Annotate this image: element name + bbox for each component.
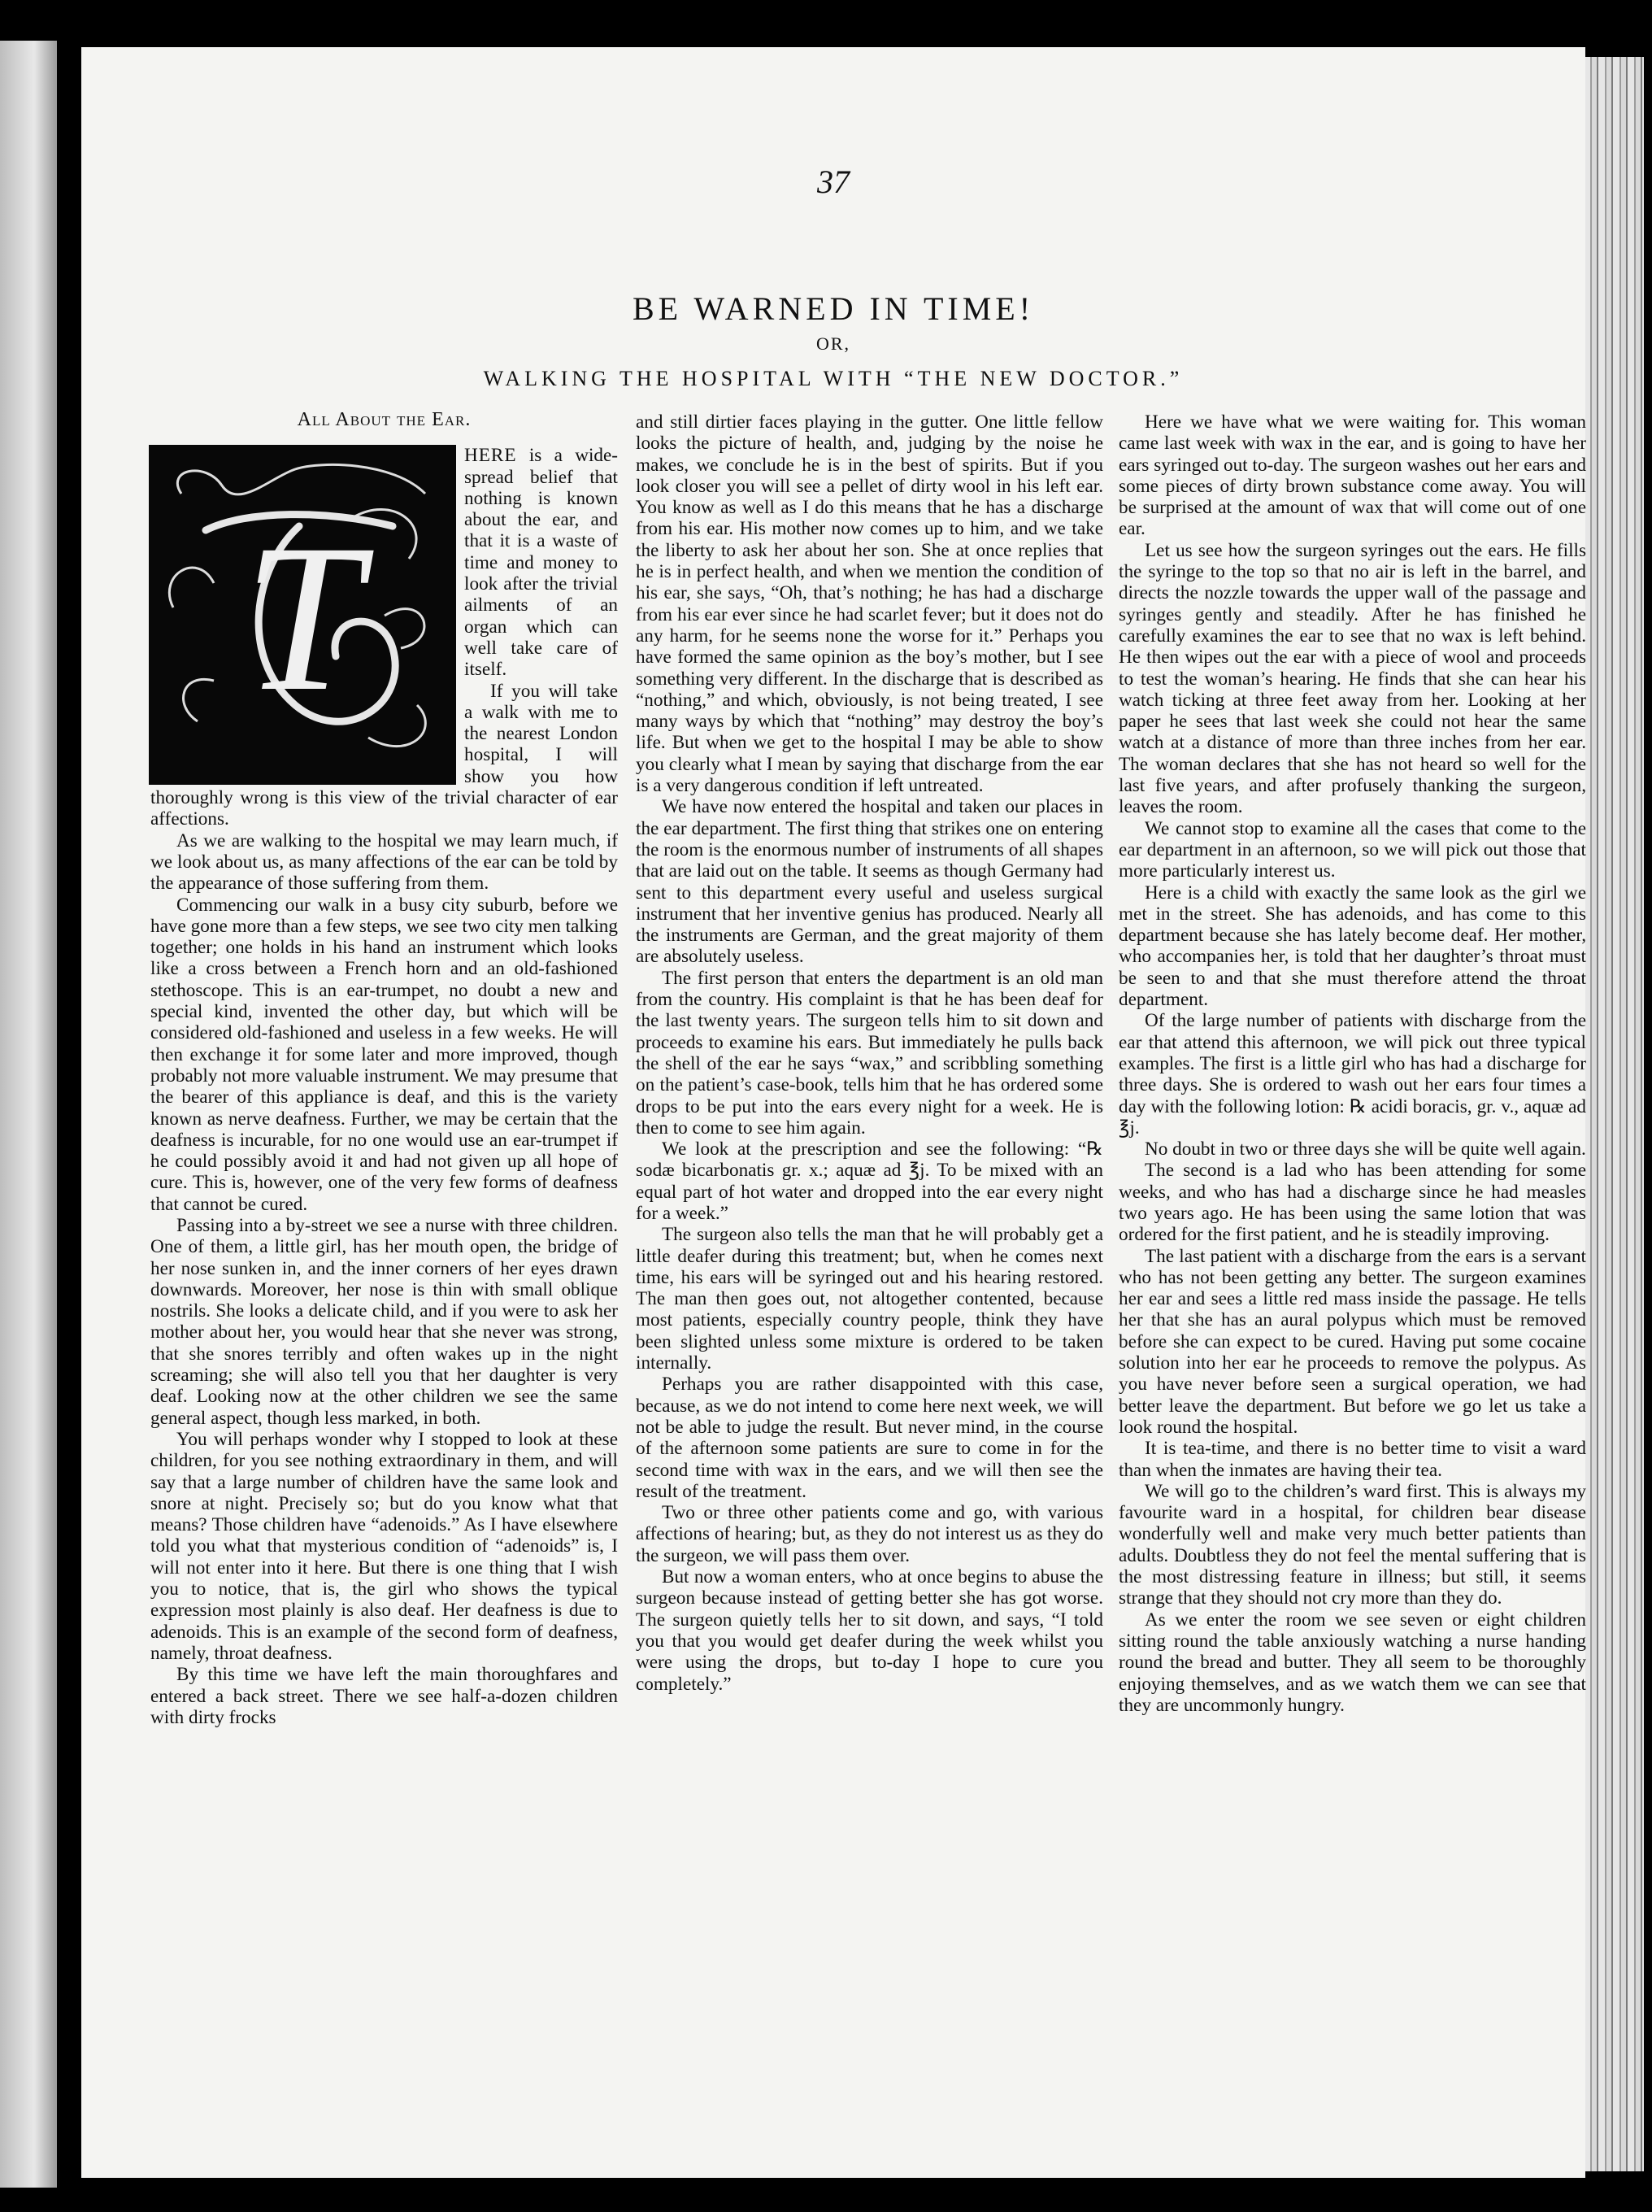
- text-column-3: [1119, 411, 1586, 1716]
- paragraph-3-3: We cannot stop to examine all the cases that come to the ear department in an afternoon, so we will pick out those that more particularly interest us.: [1119, 817, 1586, 882]
- paragraph-1-1-text: is a wide-spread belief that nothing is known about the ear, and that it is a waste of time and money to look after the trivial ailments of an organ which can well take care of itself.: [464, 445, 618, 681]
- paragraph-3-5: Of the large number of patients with discharge from the ear that attend this afternoon, we will pick out three typical examples. The first is a little girl who has had a discharge for three days. She is ordered to wash out her ears four times a day with the following lotion: ℞ acidi boracis, gr. v., aquæ ad ℥j.: [1119, 1010, 1586, 1139]
- paragraph-2-5: The surgeon also tells the man that he will probably get a little deafer during this treatment; but, when he comes next time, his ears will be syringed out and his hearing restored. The man then goes out, not altogether contented, because most patients, especially country people, think they have been slighted unless some mixture is ordered to be taken internally.: [636, 1224, 1103, 1374]
- paragraph-2-8: But now a woman enters, who at once begins to abuse the surgeon because instead of getting better she has got worse. The surgeon quietly tells her to sit down, and says, “I told you that you would get deafer during the week whilst you were using the drops, but to-day I hope to cure you completely.”: [636, 1566, 1103, 1695]
- paragraph-1-6: You will perhaps wonder why I stopped to look at these children, for you see nothing extraordinary in them, and will say that a large number of children have the same look and snore at night. Precisely so; but do you know what that means? Those children have “adenoids.” As I have elsewhere told you what that mysterious condition of “adenoids” is, I will not enter into it here. But there is one thing that I wish you to notice, that is, the girl who shows the typical expression most plainly is also deaf. Her deafness is due to adenoids. This is an example of the second form of deafness, namely, throat deafness.: [150, 1428, 618, 1664]
- paragraph-2-3: The first person that enters the department is an old man from the country. His complaint is that he has been deaf for the last twenty years. The surgeon tells him to sit down and proceeds to examine his ears. But immediately he pulls back the shell of the ear he says “wax,” and scribbling something on the patient’s case-book, tells him that he has ordered some drops to be put into the ears every night for a week. He is then to come to see him again.: [636, 967, 1103, 1139]
- paragraph-1-3: As we are walking to the hospital we may learn much, if we look about us, as many affections of the ear can be told by the appearance of those suffering from them.: [150, 830, 618, 895]
- paragraph-3-2: Let us see how the surgeon syringes out the ears. He fills the syringe to the top so that no air is left in the barrel, and directs the nozzle towards the upper wall of the passage and syringes gently and steadily. After he has finished he carefully examines the ear to see that no wax is left behind. He then wipes out the ear with a piece of wool and proceeds to test the woman’s hearing. He finds that she can hear his watch ticking at three feet away from her. Looking at her paper he sees that last week she could not hear the same watch at a distance of more than three inches from her ear. The woman declares that she has not heard so well for the last five years, and after profusely thanking the surgeon, leaves the room.: [1119, 539, 1586, 818]
- ornament-flourish-icon: [149, 445, 456, 785]
- magazine-page: [81, 47, 1585, 2178]
- paragraph-2-2: We have now entered the hospital and taken our places in the ear department. The first thing that strikes one on entering the room is the enormous number of instruments of all shapes that are laid out on the table. It seems as though Germany had sent to this department every useful and useless surgical instrument that her inventive genius has produced. Nearly all the instruments are German, and the great majority of them are absolutely useless.: [636, 796, 1103, 968]
- paragraph-1-5: Passing into a by-street we see a nurse with three children. One of them, a little girl, has her mouth open, the bridge of her nose sunken in, and the inner corners of her eyes drawn downwards. Moreover, her nose is thin with small oblique nostrils. She looks a delicate child, and if you were to ask her mother about her, you would hear that she never was strong, that she snores terribly and often wakes up in the night screaming; she will also tell you that her daughter is very deaf. Looking now at the other children we see the same general aspect, though less marked, in both.: [150, 1214, 618, 1429]
- paragraph-2-4: We look at the prescription and see the following: “℞ sodæ bicarbonatis gr. x.; aquæ ad ℥j. To be mixed with an equal part of hot water and dropped into the ear every night for a week.”: [636, 1139, 1103, 1224]
- paragraph-1-7: By this time we have left the main thoroughfares and entered a back street. There we see half-a-dozen children with dirty frocks: [150, 1664, 618, 1728]
- article-subtitle: WALKING THE HOSPITAL WITH “THE NEW DOCTOR.”: [483, 367, 1184, 390]
- book-page-edge-left: [0, 41, 57, 2188]
- paragraph-1-4: Commencing our walk in a busy city suburb, before we have gone more than a few steps, we see two city men talking together; one holds in his hand an instrument which looks like a cross between a French horn and an old-fashioned stethoscope. This is an ear-trumpet, no doubt a new and special kind, invented the other day, but which will be considered old-fashioned and useless in a few weeks. He will then exchange it for some later and more improved, though probably not more valuable instrument. We may presume that the bearer of this appliance is deaf, and this is the variety known as nerve deafness. Further, we may be certain that the deafness is incurable, for no one would use an ear-trumpet if he could possibly avoid it and had not given up all hope of cure. This is, however, one of the very few forms of deafness that cannot be cured.: [150, 894, 618, 1215]
- section-heading: All About the Ear.: [297, 409, 472, 430]
- paragraph-3-8: The last patient with a discharge from the ears is a servant who has not been getting any better. The surgeon examines her ear and sees a little red mass inside the passage. He tells her that she has an aural polypus which must be removed before she can expect to be cured. Having put some cocaine solution into her ear he proceeds to remove the polypus. As you have never before seen a surgical operation, we had better leave the department. But before we go let us take a look round the hospital.: [1119, 1245, 1586, 1438]
- paragraph-3-1: Here we have what we were waiting for. This woman came last week with wax in the ear, and is going to have her ears syringed out to-day. The surgeon washes out her ears and some pieces of dirty brown substance come away. You will be surprised at the amount of wax that will come out of one ear.: [1119, 411, 1586, 540]
- title-or: OR,: [815, 333, 851, 354]
- decorated-initial-t: [149, 445, 456, 785]
- paragraph-1-2: If you will take a walk with me to the nearest London hospital, I will show you how thoroughly wrong is this view of the trivial character of ear affections.: [150, 680, 618, 830]
- paragraph-3-9: It is tea-time, and there is no better time to visit a ward than when the inmates are having their tea.: [1119, 1438, 1586, 1481]
- paragraph-2-1: and still dirtier faces playing in the gutter. One little fellow looks the picture of health, and, judging by the noise he makes, we conclude he is in the best of spirits. But if you look closer you will see a pellet of dirty wool in his left ear. You know as well as I do this means that he has a discharge from his ear. His mother now comes up to him, and we take the liberty to ask her about her son. She at once replies that he is in perfect health, and when we mention the condition of his ear, she says, “Oh, that’s nothing; he has had a discharge from his ear ever since he had scarlet fever; but it does not do any harm, for he seems none the worse for it.” Perhaps you have formed the same opinion as the boy’s mother, but I see something very different. In the discharge that is described as “nothing,” and which, obviously, is not being treated, I see many ways by which that “nothing” may destroy the boy’s life. But when we get to the hospital I may be able to show you clearly what I mean by saying that discharge from the ear is a very dangerous condition if left untreated.: [636, 411, 1103, 797]
- article-title: BE WARNED IN TIME!: [632, 290, 1035, 327]
- text-column-2: [636, 411, 1103, 1695]
- drop-cap-letter: T: [243, 501, 362, 736]
- paragraph-3-7: The second is a lad who has been attending for some weeks, and who has had a discharge since he had measles two years ago. He has been using the same lotion that was ordered for the first patient, and he is steadily improving.: [1119, 1160, 1586, 1246]
- paragraph-3-6: No doubt in two or three days she will be quite well again.: [1145, 1139, 1586, 1160]
- text-column-1: [150, 409, 618, 1728]
- paragraph-3-10: We will go to the children’s ward first. This is always my favourite ward in a hospital, for children bear disease wonderfully well and make very much better patients than adults. Doubtless they do not feel the mental suffering that is the most distressing feature in illness; but still, it seems strange that they should not cry more than they do.: [1119, 1480, 1586, 1609]
- first-word-rest: HERE: [464, 445, 517, 467]
- paragraph-2-6: Perhaps you are rather disappointed with this case, because, as we do not intend to come here next week, we will not be able to judge the result. But never mind, in the course of the afternoon some patients are sure to come in for the second time with wax in the ears, and we will then see the result of the treatment.: [636, 1374, 1103, 1502]
- paragraph-2-7: Two or three other patients come and go, with various affections of hearing; but, as they do not interest us as they do the surgeon, we will pass them over.: [636, 1502, 1103, 1566]
- page-number: 37: [817, 163, 850, 200]
- paragraph-3-4: Here is a child with exactly the same look as the girl we met in the street. She has adenoids, and has come to this department because she has lately become deaf. Her mother, who accompanies her, is told that her daughter’s throat must be seen to and that she must therefore attend the throat department.: [1119, 882, 1586, 1011]
- paragraph-3-11: As we enter the room we see seven or eight children sitting round the table anxiously watching a nurse handing round the bread and butter. They all seem to be thoroughly enjoying themselves, and as we watch them we can see that they are uncommonly hungry.: [1119, 1609, 1586, 1716]
